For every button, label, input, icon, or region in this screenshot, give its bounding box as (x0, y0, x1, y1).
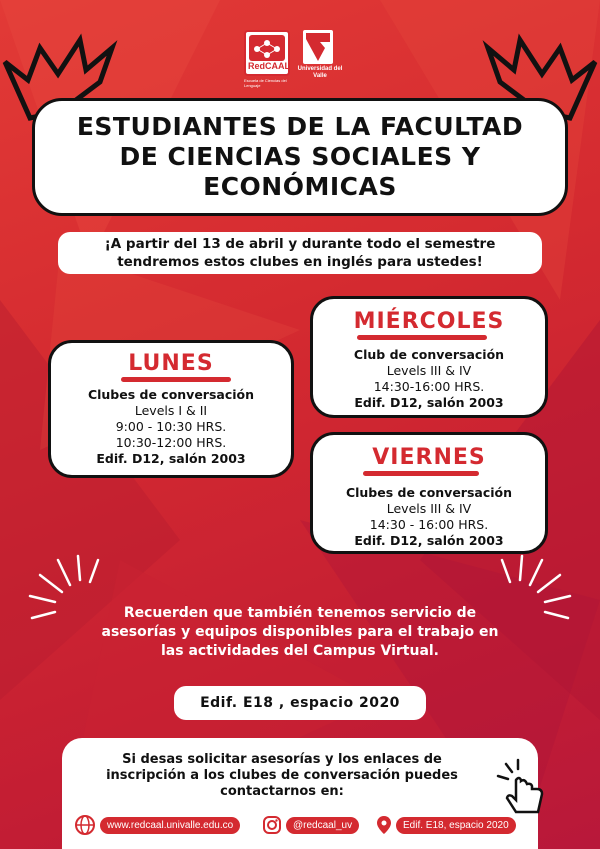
intro-line-1: ¡A partir del 13 de abril y durante todo el semestre (104, 236, 496, 252)
club-name: Clubes de conversación (345, 485, 513, 500)
globe-icon (74, 814, 96, 836)
club-card-miercoles (310, 296, 548, 418)
redcaal-logo-name: RedCAAL (248, 61, 290, 71)
club-name: Club de conversación (353, 347, 505, 362)
address-item (376, 814, 516, 836)
club-levels: Levels III & IV (386, 363, 472, 378)
redcaal-logo (244, 30, 290, 76)
instagram-icon (262, 815, 282, 835)
footer-contacts (74, 814, 544, 836)
contact-line-3: contactarnos en: (220, 784, 344, 799)
club-time: 9:00 - 10:30 HRS. (115, 419, 227, 434)
location-badge: Edif. E18 , espacio 2020 (174, 686, 426, 720)
contact-line-1: Si desas solicitar asesorías y los enlaces de (122, 752, 442, 767)
title-box (32, 98, 568, 216)
title-line-3: ECONÓMICAS (203, 172, 397, 201)
redcaal-logo-graphic (249, 35, 285, 61)
univalle-logo-name: Universidad del Valle (297, 66, 343, 79)
club-day-lunes: LUNES (128, 351, 214, 376)
contact-text (62, 752, 502, 800)
univalle-logo (303, 30, 333, 64)
club-time: 10:30-12:00 HRS. (115, 435, 227, 450)
club-day-miercoles: MIÉRCOLES (353, 309, 505, 334)
club-levels: Levels I & II (134, 403, 208, 418)
club-card-lunes (48, 340, 294, 478)
club-time: 14:30 - 16:00 HRS. (369, 517, 489, 532)
address-text: Edif. E18, espacio 2020 (396, 817, 516, 834)
club-name: Clubes de conversación (87, 387, 255, 402)
note-line-1: Recuerden que también tenemos servicio de (123, 605, 477, 621)
club-details-viernes (313, 485, 545, 549)
title-line-1: ESTUDIANTES DE LA FACULTAD (76, 112, 524, 141)
univalle-emblem-icon (303, 30, 333, 64)
contact-line-2: inscripción a los clubes de conversación puedes (106, 768, 458, 783)
club-time: 14:30-16:00 HRS. (373, 379, 485, 394)
intro-text (105, 235, 496, 271)
club-day-viernes: VIERNES (372, 445, 486, 470)
location-pin-icon (376, 815, 392, 835)
page-title (77, 112, 523, 202)
club-place: Edif. D12, salón 2003 (354, 395, 504, 410)
day-underline (121, 377, 231, 382)
day-underline (363, 471, 479, 476)
title-line-2: DE CIENCIAS SOCIALES Y (119, 142, 481, 171)
note-line-2: asesorías y equipos disponibles para el trabajo en (101, 624, 499, 640)
club-place: Edif. D12, salón 2003 (354, 533, 504, 548)
club-details-lunes (51, 387, 291, 467)
intro-banner (58, 232, 542, 274)
hand-pointer-icon (492, 758, 552, 818)
instagram-link[interactable] (262, 814, 359, 836)
club-details-miercoles (313, 347, 545, 411)
club-card-viernes (310, 432, 548, 554)
instagram-text: @redcaal_uv (286, 817, 359, 834)
website-text: www.redcaal.univalle.edu.co (100, 817, 240, 834)
note-line-3: las actividades del Campus Virtual. (160, 643, 440, 659)
club-place: Edif. D12, salón 2003 (96, 451, 246, 466)
day-underline (357, 335, 487, 340)
intro-line-2: tendremos estos clubes en inglés para ustedes! (117, 254, 483, 270)
redcaal-logo-subtitle: Escuela de Ciencias del Lenguaje (244, 78, 287, 88)
network-icon (249, 35, 285, 61)
club-levels: Levels III & IV (386, 501, 472, 516)
services-note (40, 604, 560, 661)
website-link[interactable] (74, 814, 240, 836)
